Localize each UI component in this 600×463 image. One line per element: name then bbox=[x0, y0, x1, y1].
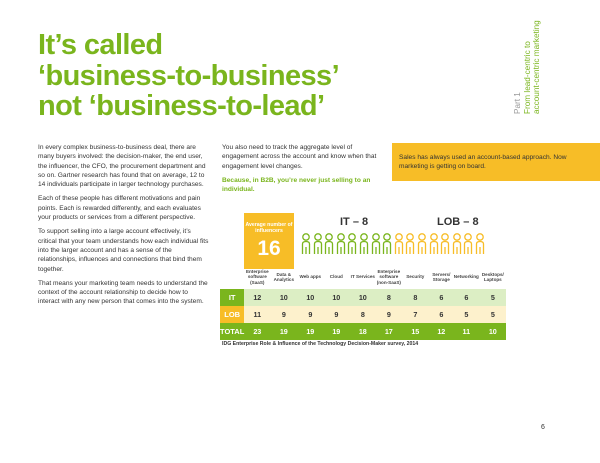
it-header: IT – 8 bbox=[340, 216, 369, 228]
title-line-1: It’s called bbox=[38, 29, 163, 61]
table-cell: 17 bbox=[376, 323, 401, 340]
table-cell: 18 bbox=[349, 323, 376, 340]
table-cell: 10 bbox=[323, 289, 349, 306]
lob-person-icon bbox=[463, 233, 473, 255]
influencer-table bbox=[220, 265, 506, 340]
table-row bbox=[220, 289, 506, 306]
lob-header: LOB – 8 bbox=[437, 216, 479, 228]
table-cell: 10 bbox=[479, 323, 506, 340]
table-cell: 5 bbox=[479, 306, 506, 323]
table-cell: 11 bbox=[453, 323, 479, 340]
callout-box bbox=[392, 143, 600, 181]
table-cell: 6 bbox=[429, 289, 453, 306]
paragraph: Each of these people has different motivations and pain points. Each is rewarded differently, and each evaluates your products or services from a different perspective. bbox=[38, 195, 201, 222]
lob-person-icon bbox=[440, 233, 450, 255]
row-label: IT bbox=[220, 289, 244, 306]
row-label: TOTAL bbox=[220, 323, 244, 340]
column-header: Enterprise software (SaaS) bbox=[245, 268, 269, 285]
column-header: Cloud bbox=[329, 274, 343, 280]
it-person-icon bbox=[336, 233, 346, 255]
table-cell: 19 bbox=[297, 323, 323, 340]
highlight-text: Because, in B2B, you’re never just selling to an individual. bbox=[222, 176, 371, 194]
column-header: Web apps bbox=[299, 274, 322, 280]
it-person-icon bbox=[324, 233, 334, 255]
average-influencers-box bbox=[244, 213, 294, 269]
table-cell: 10 bbox=[349, 289, 376, 306]
table-cell: 6 bbox=[429, 306, 453, 323]
column-header: Enterprise software (non-SaaS) bbox=[376, 268, 401, 285]
lob-person-icon bbox=[429, 233, 439, 255]
source-note: IDG Enterprise Role & Influence of the Technology Decision-Maker survey, 2014 bbox=[222, 341, 419, 347]
table-cell: 8 bbox=[376, 289, 401, 306]
corner-cell bbox=[220, 265, 244, 289]
section-line-2: account-centric marketing bbox=[532, 20, 541, 114]
table-cell: 8 bbox=[349, 306, 376, 323]
table-cell: 10 bbox=[270, 289, 297, 306]
table-cell: 9 bbox=[323, 306, 349, 323]
table-cell: 5 bbox=[479, 289, 506, 306]
header-row bbox=[220, 265, 506, 289]
table-cell: 19 bbox=[270, 323, 297, 340]
section-line-1: From lead-centric to bbox=[523, 41, 532, 114]
table-cell: 23 bbox=[244, 323, 270, 340]
callout-text: Sales has always used an account-based approach. Now marketing is getting on board. bbox=[399, 154, 567, 171]
table-cell: 11 bbox=[244, 306, 270, 323]
it-person-icon bbox=[371, 233, 381, 255]
part-label: Part 1 bbox=[513, 92, 522, 114]
paragraph: To support selling into a large account effectively, it’s critical that your team understands how each individual fits into the larger account and has a sense of the relationships, influences and connections that bind them together. bbox=[38, 228, 209, 273]
section-label bbox=[511, 20, 555, 114]
table-cell: 9 bbox=[376, 306, 401, 323]
table-row bbox=[220, 306, 506, 323]
table-cell: 12 bbox=[429, 323, 453, 340]
table-cell: 15 bbox=[401, 323, 429, 340]
page-number: 6 bbox=[541, 424, 545, 431]
body-column-1 bbox=[38, 143, 210, 312]
paragraph: You also need to track the aggregate level of engagement across the account and know when that engagement level changes. bbox=[222, 144, 377, 170]
table-cell: 12 bbox=[244, 289, 270, 306]
average-label: Average number of influencers bbox=[245, 222, 293, 234]
table-cell: 9 bbox=[270, 306, 297, 323]
table-cell: 7 bbox=[401, 306, 429, 323]
title-line-2: ‘business-to-business’ bbox=[38, 59, 340, 92]
it-person-icon bbox=[347, 233, 357, 255]
average-value: 16 bbox=[257, 237, 281, 260]
column-header: Desktops/ Laptops bbox=[481, 271, 504, 282]
body-column-2 bbox=[222, 143, 382, 199]
paragraph: That means your marketing team needs to understand the context of the account relationship to decide how to interact with any new person that comes into the system. bbox=[38, 279, 208, 306]
table-row bbox=[220, 323, 506, 340]
table-cell: 10 bbox=[297, 289, 323, 306]
table-cell: 19 bbox=[323, 323, 349, 340]
lob-person-icon bbox=[475, 233, 485, 255]
column-header: IT Services bbox=[350, 274, 375, 280]
lob-person-icon bbox=[394, 233, 404, 255]
table-cell: 9 bbox=[297, 306, 323, 323]
column-header: Networking bbox=[453, 274, 479, 280]
column-header: Security bbox=[406, 274, 425, 280]
it-person-icon bbox=[301, 233, 311, 255]
lob-person-icon bbox=[405, 233, 415, 255]
lob-person-icon bbox=[452, 233, 462, 255]
row-label: LOB bbox=[220, 306, 244, 323]
paragraph: In every complex business-to-business deal, there are many buyers involved: the decision-maker, the end user, the influencer, the CFO, the procurement department and so on. Gartner research has found that on average, 12 to 14 individuals participate in larger technology purchases. bbox=[38, 144, 206, 189]
it-person-icon bbox=[313, 233, 323, 255]
column-header: Data & Analytics bbox=[273, 271, 295, 282]
page-title bbox=[38, 30, 339, 122]
it-person-icon bbox=[382, 233, 392, 255]
table-cell: 8 bbox=[401, 289, 429, 306]
lob-person-icon bbox=[417, 233, 427, 255]
column-header: Servers/ Storage bbox=[432, 271, 451, 282]
table-cell: 6 bbox=[453, 289, 479, 306]
table-cell: 5 bbox=[453, 306, 479, 323]
title-line-3: not ‘business-to-lead’ bbox=[38, 90, 325, 122]
it-person-icon bbox=[359, 233, 369, 255]
